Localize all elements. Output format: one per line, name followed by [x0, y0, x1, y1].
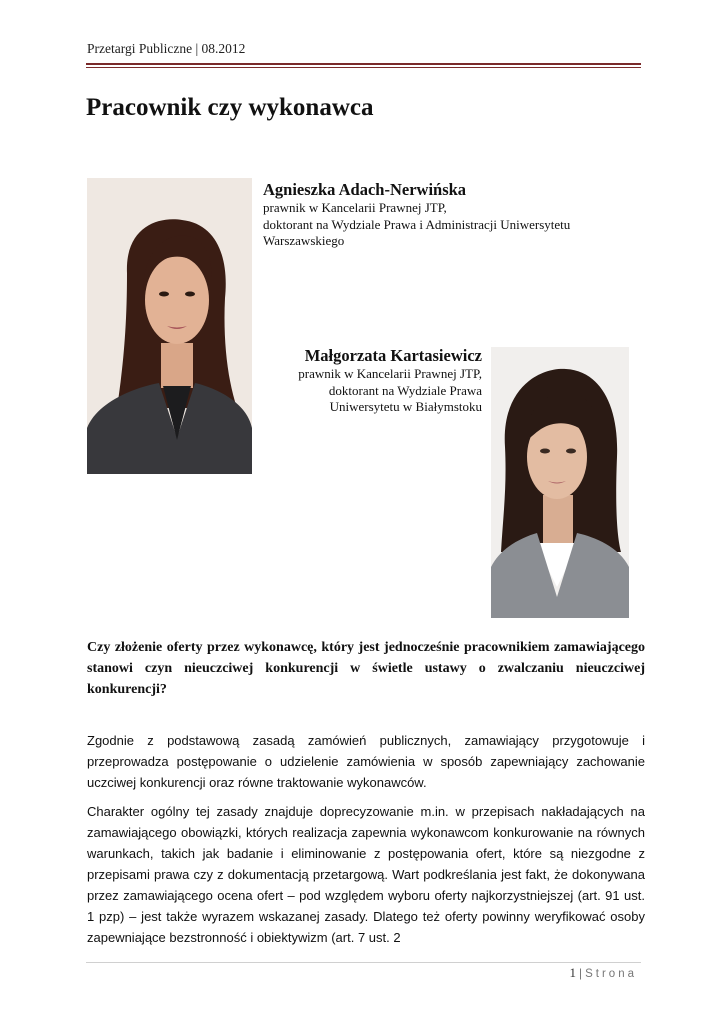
- author-name: Agnieszka Adach-Nerwińska: [263, 180, 467, 199]
- author-block-2: [250, 346, 482, 416]
- author-affiliation-line: doktorant na Wydziale Prawa: [328, 382, 482, 398]
- author-block-1: [263, 180, 643, 250]
- body-paragraph: Charakter ogólny tej zasady znajduje doprecyzowanie m.in. w przepisach nakładających na zamawiającego obowiązki, których realizacja zapewnia wykonawcom konkurowanie na równych warunkach, takich jak badanie i eliminowanie z postępowania ofert, które są niezgodne z przepisami prawa czy z dokumentacją przetargową. Wart podkreślania jest fakt, że dokonywana przez zamawiającego ocena ofert – pod względem wyboru oferty najkorzystniejszej (art. 91 ust. 1 pzp) – jest także wyrazem wskazanej zasady. Dlatego też oferty powinny weryfikować osoby zapewniające bezstronność i obiektywizm (art. 7 ust. 2: [87, 804, 645, 945]
- author-photo-1: [87, 178, 252, 474]
- author-photo-2: [491, 347, 629, 618]
- page-number: 1: [569, 965, 576, 980]
- article-title: Pracownik czy wykonawca: [86, 94, 374, 121]
- page-footer: [570, 965, 638, 981]
- author-name: Małgorzata Kartasiewicz: [304, 346, 482, 365]
- author-affiliation-line: doktorant na Wydziale Prawa i Administracji Uniwersytetu: [263, 216, 571, 232]
- page-label: Strona: [585, 968, 637, 980]
- header-rule: [86, 63, 641, 65]
- lead-question: Czy złożenie oferty przez wykonawcę, który jest jednocześnie pracownikiem zamawiającego stanowi czyn nieuczciwej konkurencji w świetle ustawy o zwalczaniu nieuczciwej konkurencji?: [87, 640, 645, 697]
- author-affiliation-line: prawnik w Kancelarii Prawnej JTP,: [298, 366, 482, 381]
- author-affiliation-line: Warszawskiego: [263, 233, 345, 248]
- body-paragraph: Zgodnie z podstawową zasadą zamówień publicznych, zamawiający przygotowuje i przeprowadza postępowanie o udzielenie zamówienia w sposób zapewniający zachowanie uczciwej konkurencji oraz równe traktowanie wykonawców.: [87, 733, 645, 790]
- header-text: Przetargi Publiczne | 08.2012: [87, 41, 246, 56]
- header-rule-thin: [86, 67, 641, 68]
- author-affiliation-line: Uniwersytetu w Białymstoku: [329, 399, 482, 414]
- footer-separator: |: [579, 965, 582, 980]
- footer-rule: [86, 962, 641, 963]
- author-affiliation-line: prawnik w Kancelarii Prawnej JTP,: [263, 200, 447, 215]
